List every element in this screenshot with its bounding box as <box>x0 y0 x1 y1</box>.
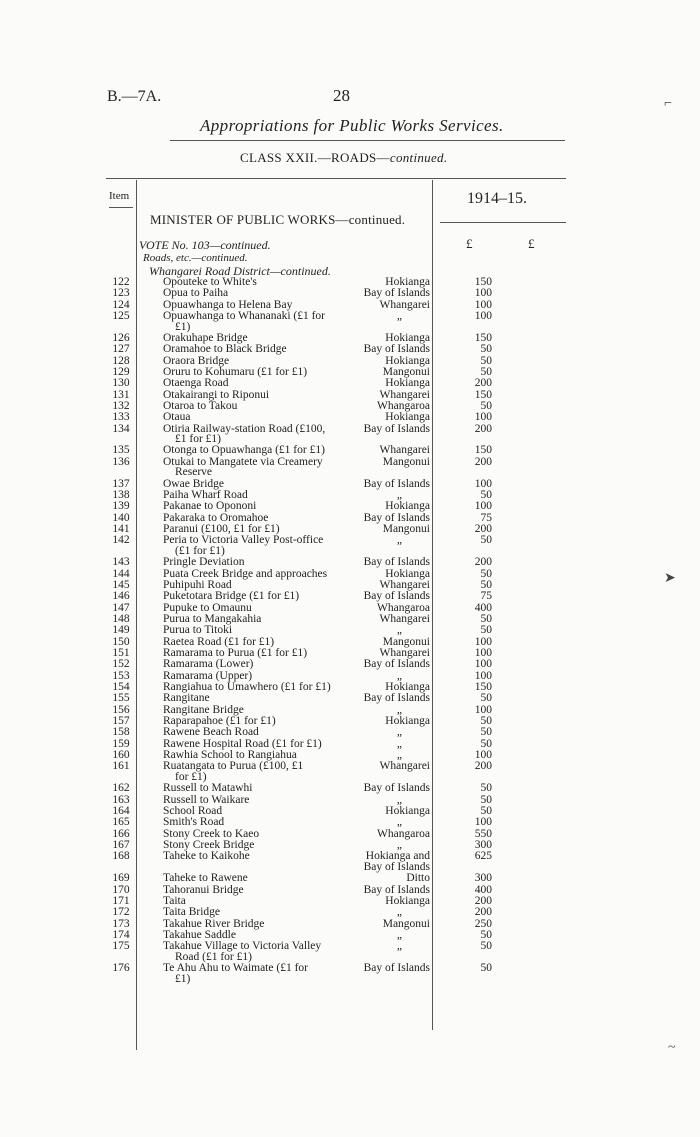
amount: 100 <box>474 646 492 659</box>
road-description: Rangitane Bridge <box>163 703 244 716</box>
road-description: Russell to Waikare <box>163 793 250 806</box>
road-description: Stony Creek to Kaeo <box>163 827 260 840</box>
amount: 200 <box>474 906 492 919</box>
amount: 75 <box>480 590 492 603</box>
district-name: „ <box>396 726 402 739</box>
item-number: 148 <box>112 612 130 625</box>
road-description: Ramarama (Lower) <box>163 658 254 671</box>
amount: 100 <box>474 310 492 323</box>
amount: 100 <box>474 816 492 829</box>
page-title: Appropriations for Public Works Services. <box>200 116 504 135</box>
amount: 50 <box>480 940 492 953</box>
item-number: 123 <box>112 287 130 300</box>
amount: 150 <box>474 276 492 288</box>
road-description: Opuawhanga to Helena Bay <box>163 298 293 311</box>
road-description: Russell to Matawhi <box>163 782 253 795</box>
item-number: 133 <box>112 411 130 424</box>
amount: 100 <box>474 298 492 311</box>
district-name: Hokianga <box>385 715 430 728</box>
item-number: 163 <box>112 793 130 806</box>
district-name: „ <box>396 906 402 919</box>
district-name: Bay of Islands <box>363 287 430 300</box>
district-name: Whangarei <box>379 760 430 773</box>
minister-heading: MINISTER OF PUBLIC WORKS—continued. <box>150 212 406 227</box>
road-description: Opouteke to White's <box>163 276 257 288</box>
road-description: Tahoranui Bridge <box>163 883 244 896</box>
road-description: School Road <box>163 804 223 817</box>
road-description: Paiha Wharf Road <box>163 488 248 501</box>
road-description: Smith's Road <box>163 816 225 829</box>
road-description: Puata Creek Bridge and approaches <box>163 567 328 580</box>
road-description: Road (£1 for £1) <box>175 950 252 963</box>
district-name: Hokianga <box>385 681 430 693</box>
district-name: Bay of Islands <box>363 422 430 435</box>
district-name: Whangarei <box>379 388 430 401</box>
road-description: Pakaraka to Oromahoe <box>163 511 269 524</box>
road-description: Rawene Hospital Road (£1 for £1) <box>163 737 322 750</box>
item-number: 157 <box>112 715 130 728</box>
road-description: Rawhia School to Rangiahua <box>163 749 297 762</box>
district-name: Bay of Islands <box>363 556 430 569</box>
amount: 250 <box>474 917 492 930</box>
amount: 200 <box>474 894 492 907</box>
item-number: 131 <box>112 388 130 401</box>
item-number: 128 <box>112 354 130 367</box>
road-description: Reserve <box>175 466 213 479</box>
district-name: „ <box>396 310 402 323</box>
amount: 150 <box>474 681 492 693</box>
amount: 50 <box>480 612 492 625</box>
document-reference: B.—7A. <box>107 88 162 105</box>
amount: 100 <box>474 669 492 682</box>
road-description: Rangitane <box>163 692 210 705</box>
road-description: Taita Bridge <box>163 906 220 919</box>
amount: 50 <box>480 534 492 547</box>
amount: 300 <box>474 839 492 851</box>
amount: 100 <box>474 477 492 490</box>
item-number: 130 <box>112 377 130 390</box>
district-name: „ <box>396 816 402 829</box>
amount: 100 <box>474 635 492 648</box>
item-number: 170 <box>112 883 130 896</box>
district-name: Hokianga <box>385 894 430 907</box>
road-description: Oraora Bridge <box>163 354 230 367</box>
amount: 150 <box>474 331 492 344</box>
district-name: Whangarei <box>379 612 430 625</box>
amount: 50 <box>480 962 492 975</box>
district-name: Hokianga <box>385 567 430 580</box>
amount: 50 <box>480 343 492 356</box>
road-description: Puhipuhi Road <box>163 578 232 591</box>
amount: 100 <box>474 658 492 671</box>
road-description: Te Ahu Ahu to Waimate (£1 for <box>163 962 308 975</box>
item-number: 122 <box>112 276 130 288</box>
margin-mark-top: ⌐ <box>664 96 672 111</box>
margin-mark-bottom: ~ <box>668 1040 676 1055</box>
amount: 50 <box>480 354 492 367</box>
road-description: £1) <box>175 972 191 985</box>
amount: 50 <box>480 793 492 806</box>
amount: 100 <box>474 749 492 762</box>
item-number: 135 <box>112 444 130 457</box>
road-description: Opua to Paiha <box>163 287 229 300</box>
item-number: 155 <box>112 692 130 705</box>
margin-mark-arrow: ➤ <box>664 571 676 586</box>
item-number: 132 <box>112 399 130 412</box>
amount: 400 <box>474 883 492 896</box>
item-number: 153 <box>112 669 130 682</box>
amount: 200 <box>474 523 492 535</box>
item-number: 165 <box>112 816 130 829</box>
district-name: „ <box>396 624 402 637</box>
road-description: Takahue Village to Victoria Valley <box>163 940 322 953</box>
item-number: 151 <box>112 646 130 659</box>
district-name: Hokianga and <box>365 850 430 863</box>
item-number: 160 <box>112 749 130 762</box>
road-description: (£1 for £1) <box>175 544 225 557</box>
item-number: 142 <box>112 534 130 547</box>
road-description: Taheke to Rawene <box>163 872 248 885</box>
amount: 625 <box>474 850 492 863</box>
district-name: „ <box>396 928 402 941</box>
road-description: £1) <box>175 320 191 333</box>
district-name: Mangonui <box>382 455 430 468</box>
amount: 200 <box>474 377 492 390</box>
amount: 75 <box>480 511 492 524</box>
road-description: Pringle Deviation <box>163 556 245 569</box>
road-description: Taheke to Kaikohe <box>163 850 250 863</box>
amount: 50 <box>480 567 492 580</box>
item-number: 139 <box>112 500 130 513</box>
road-description: for £1) <box>175 770 207 783</box>
district-name: Mangonui <box>382 635 430 648</box>
item-number: 138 <box>112 488 130 501</box>
district-name: Hokianga <box>385 331 430 344</box>
district-name: Mangonui <box>382 365 430 378</box>
amount: 200 <box>474 455 492 468</box>
district-name: Hokianga <box>385 276 430 288</box>
district-name: Hokianga <box>385 411 430 424</box>
item-number: 154 <box>112 681 130 693</box>
road-description: Otonga to Opuawhanga (£1 for £1) <box>163 444 325 457</box>
road-description: Raparapahoe (£1 for £1) <box>163 715 276 728</box>
road-description: Ramarama to Purua (£1 for £1) <box>163 646 308 659</box>
road-description: Purua to Mangakahia <box>163 612 262 625</box>
vote-heading: VOTE No. 103—continued. <box>139 238 271 252</box>
item-number: 136 <box>112 455 130 468</box>
item-number: 161 <box>112 760 130 773</box>
district-name: Bay of Islands <box>363 860 430 873</box>
item-number: 172 <box>112 906 130 919</box>
amount: 100 <box>474 287 492 300</box>
item-number: 145 <box>112 578 130 591</box>
amount: 100 <box>474 411 492 424</box>
district-name: Whangarei <box>379 646 430 659</box>
district-name: Bay of Islands <box>363 782 430 795</box>
district-name: Hokianga <box>385 354 430 367</box>
roads-heading: Roads, etc.—continued. <box>143 252 248 264</box>
road-description: Rawene Beach Road <box>163 726 259 739</box>
amount: 50 <box>480 624 492 637</box>
road-description: Taita <box>163 894 186 907</box>
district-name: Whangarei <box>379 444 430 457</box>
road-description: Otaenga Road <box>163 377 229 390</box>
item-number: 143 <box>112 556 130 569</box>
amount: 50 <box>480 726 492 739</box>
district-name: „ <box>396 839 402 851</box>
district-name: „ <box>396 703 402 716</box>
item-number: 152 <box>112 658 130 671</box>
item-number: 168 <box>112 850 130 863</box>
amount: 200 <box>474 556 492 569</box>
road-description: Pupuke to Omaunu <box>163 601 252 614</box>
district-name: „ <box>396 749 402 762</box>
pound-sign-column-2: £ <box>528 236 535 251</box>
item-number: 169 <box>112 872 130 885</box>
district-name: „ <box>396 793 402 806</box>
item-number: 158 <box>112 726 130 739</box>
item-number: 164 <box>112 804 130 817</box>
amount: 50 <box>480 399 492 412</box>
district-name: „ <box>396 940 402 953</box>
item-number: 176 <box>112 962 130 975</box>
amount: 200 <box>474 760 492 773</box>
amount: 50 <box>480 804 492 817</box>
amount: 400 <box>474 601 492 614</box>
road-description: Rangiahua to Umawhero (£1 for £1) <box>163 681 331 693</box>
road-description: Purua to Titoki <box>163 624 233 637</box>
item-number: 173 <box>112 917 130 930</box>
amount: 50 <box>480 365 492 378</box>
road-description: Takahue Saddle <box>163 928 236 941</box>
amount: 50 <box>480 692 492 705</box>
item-number: 159 <box>112 737 130 750</box>
district-name: Ditto <box>406 872 430 885</box>
item-number: 134 <box>112 422 130 435</box>
item-number: 167 <box>112 839 130 851</box>
item-number: 174 <box>112 928 130 941</box>
item-header-rule <box>109 207 133 208</box>
road-description: Peria to Victoria Valley Post-office <box>163 534 324 547</box>
road-description: Otaua <box>163 411 191 424</box>
road-description: Opuawhanga to Whananaki (£1 for <box>163 310 326 323</box>
item-number: 171 <box>112 894 130 907</box>
amount: 50 <box>480 488 492 501</box>
item-number: 162 <box>112 782 130 795</box>
road-description: Takahue River Bridge <box>163 917 265 930</box>
amount: 150 <box>474 444 492 457</box>
district-name: Hokianga <box>385 804 430 817</box>
district-name: Bay of Islands <box>363 590 430 603</box>
district-name: Hokianga <box>385 377 430 390</box>
district-name: Whangaroa <box>377 399 430 412</box>
district-name: Hokianga <box>385 500 430 513</box>
amount: 300 <box>474 872 492 885</box>
year-column-header: 1914–15. <box>467 190 527 207</box>
district-name: Bay of Islands <box>363 511 430 524</box>
road-description: £1 for £1) <box>175 433 221 446</box>
amount: 50 <box>480 715 492 728</box>
district-name: Bay of Islands <box>363 343 430 356</box>
item-number: 149 <box>112 624 130 637</box>
district-name: Bay of Islands <box>363 962 430 975</box>
road-description: Otiria Railway-station Road (£100, <box>163 422 326 435</box>
class-title-main: CLASS XXII.—ROADS— <box>240 150 390 165</box>
district-name: „ <box>396 534 402 547</box>
item-number: 126 <box>112 331 130 344</box>
road-description: Orakuhape Bridge <box>163 331 248 344</box>
column-divider-amount <box>432 180 433 1030</box>
amount: 550 <box>474 827 492 840</box>
amount: 100 <box>474 500 492 513</box>
road-description: Otaroa to Takou <box>163 399 238 412</box>
item-number: 125 <box>112 310 130 323</box>
amount: 200 <box>474 422 492 435</box>
page-number: 28 <box>333 86 350 105</box>
amount: 150 <box>474 388 492 401</box>
item-number: 129 <box>112 365 130 378</box>
road-description: Stony Creek Bridge <box>163 839 255 851</box>
item-number: 127 <box>112 343 130 356</box>
item-number: 175 <box>112 940 130 953</box>
header-rule <box>170 140 565 141</box>
amount: 100 <box>474 703 492 716</box>
district-name: „ <box>396 737 402 750</box>
road-description: Puketotara Bridge (£1 for £1) <box>163 590 300 603</box>
road-description: Oruru to Kohumaru (£1 for £1) <box>163 365 308 378</box>
item-column-header: Item <box>109 190 130 202</box>
table-top-rule <box>106 178 566 179</box>
district-heading: Whangarei Road District—continued. <box>149 264 331 278</box>
road-description: Owae Bridge <box>163 477 224 490</box>
item-number: 166 <box>112 827 130 840</box>
road-description: Oramahoe to Black Bridge <box>163 343 287 356</box>
road-description: Otukai to Mangatete via Creamery <box>163 455 323 468</box>
amount: 50 <box>480 737 492 750</box>
amount: 50 <box>480 782 492 795</box>
district-name: Whangarei <box>379 298 430 311</box>
district-name: „ <box>396 488 402 501</box>
road-description: Otakairangi to Riponui <box>163 388 270 401</box>
road-description: Paranui (£100, £1 for £1) <box>163 523 280 535</box>
year-header-rule <box>440 222 566 223</box>
item-number: 144 <box>112 567 130 580</box>
item-number: 156 <box>112 703 130 716</box>
class-title <box>240 150 447 166</box>
pound-sign-column-1: £ <box>466 236 473 251</box>
road-description: Raetea Road (£1 for £1) <box>163 635 275 648</box>
amount: 50 <box>480 578 492 591</box>
district-name: Bay of Islands <box>363 692 430 705</box>
item-number: 141 <box>112 523 130 535</box>
road-description: Ramarama (Upper) <box>163 669 253 682</box>
district-name: Mangonui <box>382 917 430 930</box>
column-divider-item <box>136 180 137 1050</box>
item-number: 147 <box>112 601 130 614</box>
item-number: 124 <box>112 298 130 311</box>
item-number: 137 <box>112 477 130 490</box>
road-description: Pakanae to Opononi <box>163 500 257 513</box>
district-name: Whangaroa <box>377 601 430 614</box>
class-title-cont: continued. <box>389 150 448 165</box>
district-name: Whangarei <box>379 578 430 591</box>
district-name: Mangonui <box>382 523 430 535</box>
district-name: Bay of Islands <box>363 477 430 490</box>
amount: 50 <box>480 928 492 941</box>
item-number: 146 <box>112 590 130 603</box>
item-number: 140 <box>112 511 130 524</box>
district-name: Bay of Islands <box>363 883 430 896</box>
district-name: „ <box>396 669 402 682</box>
item-number: 150 <box>112 635 130 648</box>
district-name: Bay of Islands <box>363 658 430 671</box>
road-description: Ruatangata to Purua (£100, £1 <box>163 760 304 773</box>
district-name: Whangaroa <box>377 827 430 840</box>
